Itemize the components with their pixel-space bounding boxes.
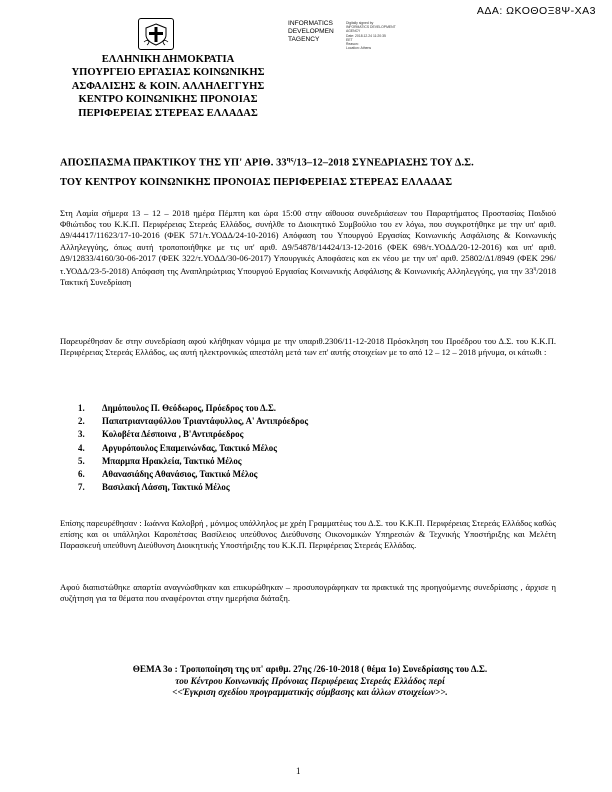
title-text: ΑΠΟΣΠΑΣΜΑ ΠΡΑΚΤΙΚΟΥ ΤΗΣ ΥΠ' ΑΡΙΘ. 33 xyxy=(60,157,287,169)
topic-heading: ΘΕΜΑ 3ο : Τροποποίηση της υπ' αριθμ. 27ης /26-10-2018 ( θέμα 1ο) Συνεδρίασης του Δ.Σ. xyxy=(132,664,488,674)
topic-line-3: <<Έγκριση σχεδίου προγραμματικής σύμβασης και άλλων στοιχείων>>. xyxy=(172,687,448,698)
ada-code: ΑΔΑ: ΩΚΟΘΟΞ8Ψ-ΧΑ3 xyxy=(476,5,596,17)
list-item xyxy=(78,416,378,429)
members-list xyxy=(78,403,378,495)
stamp-detail-line: Date: 2018.12.24 11:20:35 xyxy=(346,33,386,38)
stamp-detail-line: Digitally signed by xyxy=(346,21,374,25)
authority-line: ΠΕΡΙΦΕΡΕΙΑΣ ΣΤΕΡΕΑΣ ΕΛΛΑΔΑΣ xyxy=(78,107,258,119)
list-item-number: 2. xyxy=(78,416,85,427)
stamp-detail-line: INFORMATICS DEVELOPMENT xyxy=(346,25,396,30)
intro-paragraph xyxy=(60,208,556,288)
stamp-detail-line: AGENCY xyxy=(346,29,361,34)
summons-paragraph: Παρευρέθησαν δε στην συνεδρίαση αφού κλήθηκαν νόμιμα με την υπαριθ.2306/11-12-2018 Πρόσκληση του Προέδρου του Δ.Σ. του Κ.Κ.Π. Περιφέρειας Στερεάς Ελλάδος, ως αυτή ηλεκτρονικώς απεστάλη μετά των επ' αυτής στοιχείων με το από 12 – 12 – 2018 μήνυμα, οι κάτωθι : xyxy=(60,336,556,358)
stamp-line: INFORMATICS xyxy=(288,20,333,27)
stamp-detail-line: Reason: xyxy=(346,42,359,47)
stamp-line: DEVELOPMEN xyxy=(288,28,334,35)
list-item-text: Αργυρόπουλος Επαμεινώνδας, Τακτικό Μέλος xyxy=(102,442,277,453)
emblem-svg xyxy=(143,22,169,46)
list-item-number: 7. xyxy=(78,482,85,493)
authority-line: ΚΕΝΤΡΟ ΚΟΙΝΩΝΙΚΗΣ ΠΡΟΝΟΙΑΣ xyxy=(78,94,258,106)
also-present-paragraph: Επίσης παρευρέθησαν : Ιωάννα Καλοβρή , μόνιμος υπάλληλος με χρέη Γραμματέως του Δ.Σ. του Κ.Κ.Π. Περιφέρειας Στερεάς Ελλάδος καθώς επίσης και οι υπάλληλοι Καροπέτσας Βασίλειος υπεύθυνος Διεύθυνσης Οικονομικών Υπηρεσιών & Τεχνικής Υποστήριξης και Μελέτη Παρασκευή υπεύθυνη Διεύθυνση Διοικητικής Υποστήριξης του Κ.Κ.Π. Περιφέρειας Στερεάς Ελλάδας. xyxy=(60,518,556,551)
authority-line: ΕΛΛΗΝΙΚΗ ΔΗΜΟΚΡΑΤΙΑ xyxy=(101,54,235,65)
list-item-number: 3. xyxy=(78,429,85,440)
list-item-text: Δημόπουλος Π. Θεόδωρος, Πρόεδρος του Δ.Σ. xyxy=(102,403,276,413)
quorum-paragraph: Αφού διαπιστώθηκε απαρτία αναγνώσθηκαν και επικυρώθηκαν – προσυπογράφηκαν τα πρακτικά της προηγούμενης συνεδρίασης , άρχισε η συζήτηση για τα θέματα που αναφέρονται στην ημερήσια διάταξη. xyxy=(60,582,556,604)
digital-signature-details xyxy=(346,21,416,50)
list-item-number: 1. xyxy=(78,403,85,413)
list-item-text: Μπαρμπα Ηρακλεία, Τακτικό Μέλος xyxy=(102,455,242,466)
list-item-text: Κολοβέτα Δέσποινα , Β'Αντιπρόεδρος xyxy=(102,429,244,440)
intro-text-end: /2018 Τακτική Συνεδρίαση xyxy=(60,265,556,288)
topic-line-2: του Κέντρου Κοινωνικής Πρόνοιας Περιφέρειας Στερεάς Ελλάδος περί xyxy=(175,675,445,686)
list-item-text: Βασιλακή Λάσση, Τακτικό Μέλος xyxy=(102,482,230,493)
list-item xyxy=(78,403,378,416)
list-item-text: Αθανασιάδης Αθανάσιος, Τακτικό Μέλος xyxy=(102,468,258,479)
stamp-detail-line: Location: Athens xyxy=(346,46,372,51)
list-item xyxy=(78,469,378,482)
list-item xyxy=(78,482,378,495)
list-item xyxy=(78,456,378,469)
list-item-number: 5. xyxy=(78,455,85,466)
stamp-detail-line: EET xyxy=(346,37,353,42)
title-line-1 xyxy=(60,150,560,173)
page-number: 1 xyxy=(296,766,301,776)
hellenic-republic-emblem-icon xyxy=(138,18,174,50)
list-item xyxy=(78,443,378,456)
agenda-topic xyxy=(60,664,560,699)
list-item-text: Παπατριανταφύλλου Τριαντάφυλλος, Α' Αντιπρόεδρος xyxy=(102,416,309,427)
intro-superscript: η xyxy=(533,266,537,273)
title-line-2: ΤΟΥ ΚΕΝΤΡΟΥ ΚΟΙΝΩΝΙΚΗΣ ΠΡΟΝΟΙΑΣ ΠΕΡΙΦΕΡΕΙΑΣ ΣΤΕΡΕΑΣ ΕΛΛΑΔΑΣ xyxy=(60,177,453,189)
title-superscript: ης xyxy=(286,156,294,163)
list-item xyxy=(78,429,378,442)
authority-line: ΥΠΟΥΡΓΕΙΟ ΕΡΓΑΣΙΑΣ ΚΟΙΝΩΝΙΚΗΣ xyxy=(71,67,265,79)
list-item-number: 6. xyxy=(78,468,85,479)
intro-text: Στη Λαμία σήμερα 13 – 12 – 2018 ημέρα Πέμπτη και ώρα 15:00 στην αίθουσα συνεδριάσεων του Παραρτήματος Προστασίας Παιδιού Φθιώτιδος του Κ.Κ.Π. Περιφέρειας Στερεάς Ελλάδος, συνήλθε το Διοικητικό Συμβούλιο του εν λόγω, που συγκροτήθηκε με την υπ' αριθ. Δ9/44417/11623/17-10-2016 (ΦΕΚ 571/τ.ΥΟΔΔ/24-10-2016) Απόφαση του Υπουργού Εργασίας Κοινωνικής Ασφάλισης & Κοινωνικής Αλληλεγγύης, όπως αυτή τροποποιήθηκε με τις υπ' αριθ. Δ9/54878/14424/13-12-2016 (ΦΕΚ 698/τ.ΥΟΔΔ/20-12-2016) και υπ' αριθ. Δ9/12833/4160/30-06-2017 (ΦΕΚ 322/τ.ΥΟΔΔ/30-06-2017) Υπουργικές Αποφάσεις και εκ νέου με την υπ' αριθ. 25802/Δ1/8949 (ΦΕΚ 296/τ.ΥΟΔΔ/23-5-2018) Απόφαση της Αναπληρώτριας Υπουργού Εργασίας Κοινωνικής Ασφάλισης & Κοινωνικής Αλληλεγγύης, για την 33 xyxy=(60,208,556,276)
issuing-authority xyxy=(58,53,278,120)
list-item-number: 4. xyxy=(78,442,85,453)
title-text-rest: /13–12–2018 ΣΥΝΕΔΡΙΑΣΗΣ ΤΟΥ Δ.Σ. xyxy=(293,157,474,169)
stamp-line: TAGENCY xyxy=(288,36,320,43)
authority-line: ΑΣΦΑΛΙΣΗΣ & ΚΟΙΝ. ΑΛΛΗΛΕΓΓΥΗΣ xyxy=(71,80,265,92)
document-title xyxy=(60,150,560,193)
